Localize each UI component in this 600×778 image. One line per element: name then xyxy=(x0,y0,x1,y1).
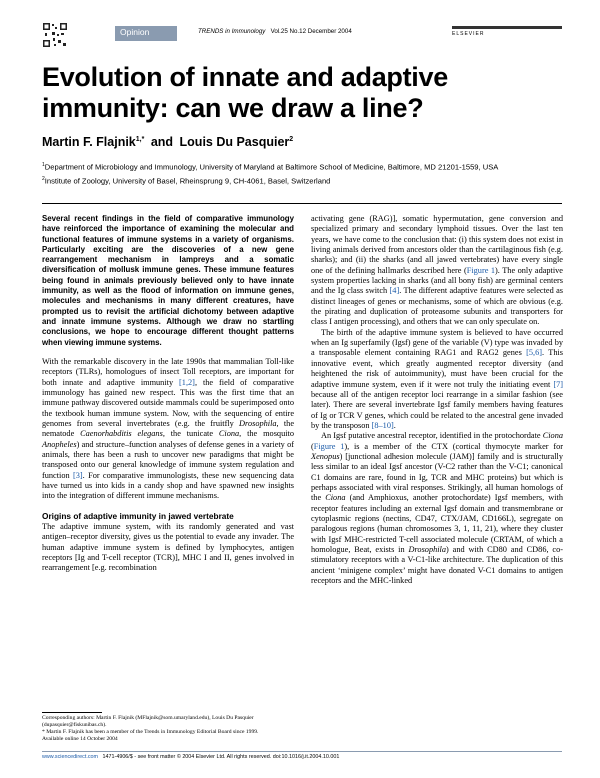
species-name: Xenopus xyxy=(311,451,340,461)
footnote-rule xyxy=(42,712,102,713)
article-title: Evolution of innate and adaptive immunity: can we draw a line? xyxy=(42,62,448,123)
text: An Igsf putative ancestral receptor, identified in the protochordate xyxy=(321,431,543,441)
citation-link[interactable]: [1,2] xyxy=(179,377,195,387)
intro-paragraph xyxy=(42,357,294,502)
section-tag: Opinion xyxy=(115,26,177,38)
publisher-mark: ELSEVIER xyxy=(452,31,485,37)
text: , the tunicate xyxy=(162,429,219,439)
text: With the remarkable discovery in the late 1990s that mammalian Toll-like receptors (TLRs), homologues of insect Toll receptors, are important for both innate and adaptive immunity xyxy=(42,356,294,387)
affiliation-2 xyxy=(42,174,562,187)
footnotes xyxy=(42,712,294,743)
journal-title: TRENDS in Immunology xyxy=(198,28,266,35)
species-name: Drosophila xyxy=(408,545,447,554)
affiliation-1 xyxy=(42,160,562,173)
publisher-logo xyxy=(452,26,562,37)
publisher-logo-bar xyxy=(452,26,562,29)
species-name: Ciona xyxy=(218,429,240,439)
citation-link[interactable]: [7] xyxy=(553,379,563,389)
figure-link[interactable]: Figure 1 xyxy=(466,265,496,275)
citation-link[interactable]: [4] xyxy=(389,286,400,296)
header-rule xyxy=(42,203,562,204)
text: , the field of comparative immunology has gained new respect. This was the first time that an immune pathway discovered outside mammals could be superimposed onto the textbook human immune system. Now, with the sequencing of entire genomes from several invertebrates (e.g. the fruitfly xyxy=(42,377,294,428)
text: . The different adaptive features were selected as distinct lineages of genes or mechanisms, some of which are obvious (e.g. the pirating and duplication of proteasome subunits and transporters for class I antigen processing), and others that we can only speculate on. xyxy=(311,286,563,327)
citation-link[interactable]: [5,6] xyxy=(526,348,543,358)
text: ) and structure–function analyses of defense genes in a variety of animals, there has been a rush to uncover new paradigms that might be transposed onto our general knowledge of immune system regulation and function xyxy=(42,439,294,480)
journal-info xyxy=(198,28,352,35)
affiliation-2-sup: 2 xyxy=(42,175,45,182)
text: ). The only adaptive system properties lacking in sharks (and all bony fish) are germinal centers and the Ig class switch xyxy=(311,265,563,296)
affiliation-1-text: Department of Microbiology and Immunology, University of Maryland at Baltimore School of Medicine, Baltimore, MD 21201-1559, USA xyxy=(44,162,499,172)
affiliation-2-text: Institute of Zoology, University of Basel, Rheinsprung 9, CH-4061, Basel, Switzerland xyxy=(44,176,331,186)
author-1-sup: 1,* xyxy=(135,135,145,143)
text: . xyxy=(393,420,396,430)
affiliation-1-sup: 1 xyxy=(42,162,45,168)
text: activating gene (RAG)], somatic hypermutation, gene conversion and specialized primary and secondary lymphoid tissues. Over the last ten years, we have come to the conclusion that: (i) this system does not exist in living animals derived from ancestors older than the cartilaginous fish (e.g. sharks); and (ii) the sharks (and all jawed vertebrates) have every single one of the defining hallmarks described here ( xyxy=(311,214,563,275)
text: , the mosquito xyxy=(239,429,294,439)
page-footer xyxy=(42,751,562,760)
right-paragraph-2 xyxy=(311,328,563,431)
text: , the nematode xyxy=(42,418,294,439)
text: . This innovative event, which greatly augmented receptor diversity (and heightened the risk of autoimmunity), must have been crucial for the adaptive immune system, even if it were not truly the initiating event xyxy=(311,348,563,389)
footnote-corresponding: Corresponding authors: Martin F. Flajnik (MFlajnik@som.umaryland.edu), Louis Du Pasquier (dupasquier@fiskunibas.ch). xyxy=(42,715,254,728)
right-paragraph-3 xyxy=(311,431,563,586)
section-paragraph: The adaptive immune system, with its randomly generated and vast antigen–receptor diversity, gives us the potential to evade any invader. The human adaptive immune system is defined by lymphocytes, antigen receptors [Ig and T-cell receptor (TCR)], MHC I and II, genes involved in rearrangement [e.g. recombination xyxy=(42,522,294,573)
species-name: Caenorhabditis elegans xyxy=(80,429,163,439)
left-column xyxy=(42,214,294,574)
right-paragraph-1 xyxy=(311,214,563,328)
section-heading: Origins of adaptive immunity in jawed vertebrate xyxy=(42,510,234,521)
text: . For comparative immunologists, these new sequencing data have turned us into kids in a candy shop and have spawned new insights into the integration of different immune mechanisms. xyxy=(42,470,294,501)
author-2: Louis Du Pasquier xyxy=(179,135,290,149)
author-and: and xyxy=(150,135,174,149)
text: ) [junctional adhesion molecule (JAM)] family and is structurally less similar to an ideal Igsf ancestor (V-C2 rather than the V-C1; canonical C1 domains are rare, found in Ig, TCR and MHC proteins) but which is perhaps associated with viral responses. Strikingly, all human homologs of the xyxy=(311,451,563,503)
author-1: Martin F. Flajnik xyxy=(42,135,136,149)
species-name: Anopheles xyxy=(42,439,77,449)
footer-url[interactable]: www.sciencedirect.com xyxy=(42,754,99,760)
text: The birth of the adaptive immune system is believed to have occurred when an Ig superfamily (Igsf) gene of the variable (V) type was invaded by a transposable element containing RAG1 and RAG2 genes xyxy=(311,327,563,358)
footnote-online: Available online 14 October 2004 xyxy=(42,736,118,742)
author-2-sup: 2 xyxy=(289,135,294,143)
footnote-note: * Martin F. Flajnik has been a member of the Trends in Immunology Editorial Board since 1999. xyxy=(42,729,259,735)
text: ( xyxy=(311,441,314,451)
abstract: Several recent findings in the field of comparative immunology have reinforced the importance of examining the molecular and functional features of immune systems in a variety of organisms. Particularly exciting are the discoveries of a new gene rearrangement mechanism in lampreys and a somatic diversification of mollusk immune genes. These immune features being found in animals previously believed only to have innate immunity, as well as the flood of information on immune genes, molecules and mechanisms in many different creatures, have prompted us to revisit the artificial dichotomy between adaptive and innate immune systems. Although we draw no startling conclusions, we hope to encourage different thought patterns when viewing immune systems. xyxy=(42,214,294,347)
text: ) and with CD80 and CD86, co-stimulatory receptors with a V-C1-like architecture. The duplication of this ancient ‘minigene complex’ might have donated V-C1 domains to antigen receptors and the MHC-linked xyxy=(311,545,563,586)
citation-link[interactable]: [3] xyxy=(72,470,83,480)
author-line xyxy=(42,135,293,149)
text: ), is a member of the CTX (cortical thymocyte marker for xyxy=(344,441,563,451)
species-name: Ciona xyxy=(542,431,563,441)
footer-details: 1471-4906/$ - see front matter © 2004 Elsevier Ltd. All rights reserved. doi:10.1016/j.it.2004.10.001 xyxy=(102,754,340,760)
text: (and Amphioxus, another protochordate) Igsf members, with receptor features including an external Igsf domain and transmembrane or cytoplasmic regions (nectins, CD47, CTX/JAM, CD166L), segregate on paralogous regions (human chromosomes 3, 1, 11, 21), where they cluster with Igsf MHC-restricted T-cell associated molecule (CRTAM, of which a homologue, Beat, exists in xyxy=(311,493,563,554)
species-name: Drosophila xyxy=(239,418,277,428)
citation-link[interactable]: [8–10] xyxy=(371,420,394,430)
figure-link[interactable]: Figure 1 xyxy=(313,441,345,451)
volume-info: Vol.25 No.12 December 2004 xyxy=(270,28,352,35)
affiliations xyxy=(42,160,562,187)
species-name: Ciona xyxy=(325,493,346,503)
section-tag-rule xyxy=(115,38,177,41)
barcode-logo-icon xyxy=(42,22,68,48)
right-column xyxy=(311,214,563,586)
text: because all of the antigen receptor loci rearrange in a similar fashion (see later). There are several invertebrate Igsf family members having features of Ig or TCR V genes, which could be related to the ancestral gene invaded by the transposon xyxy=(311,389,563,430)
